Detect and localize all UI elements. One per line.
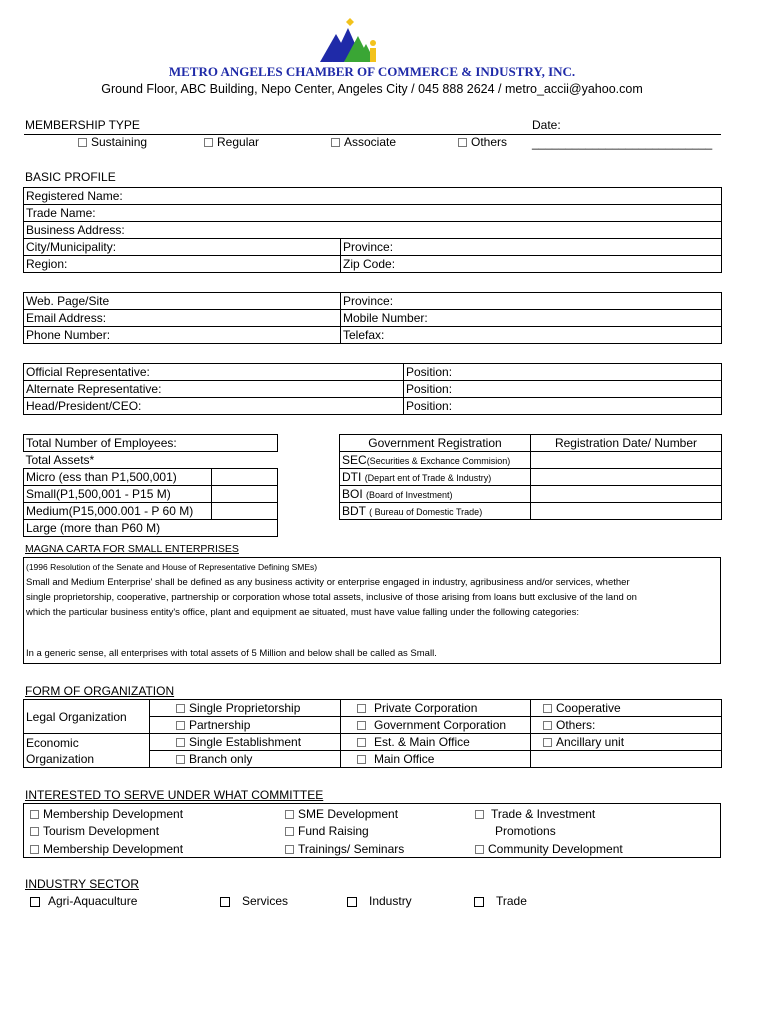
checkbox-icon[interactable] [475, 845, 484, 854]
zip-code-field[interactable]: Zip Code: [341, 256, 722, 273]
asset-medium-field[interactable] [212, 503, 278, 520]
checkbox-icon[interactable] [285, 827, 294, 836]
date-field[interactable]: ___________________________ [532, 136, 713, 150]
org-address: Ground Floor, ABC Building, Nepo Center, Angeles City / 045 888 2624 / metro_accii@yahoo.com [101, 82, 643, 96]
asset-small-field[interactable] [212, 486, 278, 503]
checkbox-icon[interactable] [458, 138, 467, 147]
option-label: Industry [369, 894, 412, 908]
asset-small-label: Small(P1,500,001 - P15 M) [24, 486, 212, 503]
head-position-field[interactable]: Position: [404, 398, 722, 415]
committee-label: INTERESTED TO SERVE UNDER WHAT COMMITTEE [25, 788, 324, 802]
committee-membership-development-2[interactable] [30, 842, 183, 856]
committee-trainings-seminars[interactable] [285, 842, 404, 856]
option-label: Membership Development [43, 842, 184, 856]
option-label: Tourism Development [43, 824, 160, 838]
date-label: Date: [532, 118, 561, 132]
org-option-est-main-office[interactable] [341, 734, 531, 751]
industry-option-agri-aquaculture[interactable] [30, 894, 137, 908]
checkbox-icon[interactable] [176, 721, 185, 730]
checkbox-icon[interactable] [78, 138, 87, 147]
checkbox-icon[interactable] [30, 845, 39, 854]
checkbox-icon[interactable] [357, 738, 366, 747]
asset-micro-label: Micro (ess than P1,500,001) [24, 469, 212, 486]
contact-province-field[interactable]: Province: [341, 293, 722, 310]
membership-option-associate[interactable] [331, 135, 396, 149]
alternate-position-field[interactable]: Position: [404, 381, 722, 398]
committee-trade-investment[interactable] [475, 807, 595, 821]
bdt-desc: ( Bureau of Domestic Trade) [369, 507, 483, 517]
contact-table [23, 292, 722, 344]
option-label: Sustaining [91, 135, 148, 149]
checkbox-icon[interactable] [357, 704, 366, 713]
membership-type-label: MEMBERSHIP TYPE [25, 118, 140, 132]
web-page-field[interactable]: Web. Page/Site [24, 293, 341, 310]
official-representative-field[interactable]: Official Representative: [24, 364, 404, 381]
representatives-table [23, 363, 722, 415]
total-employees-field[interactable]: Total Number of Employees: [24, 435, 278, 452]
checkbox-icon[interactable] [331, 138, 340, 147]
option-label: Main Office [374, 752, 435, 766]
head-president-field[interactable]: Head/President/CEO: [24, 398, 404, 415]
org-option-cooperative[interactable] [531, 700, 722, 717]
checkbox-icon[interactable] [357, 755, 366, 764]
checkbox-icon[interactable] [176, 738, 185, 747]
committee-membership-development[interactable] [30, 807, 183, 821]
option-label: Trainings/ Seminars [298, 842, 405, 856]
bdt-number-field[interactable] [531, 503, 722, 520]
option-label: Est. & Main Office [374, 735, 470, 749]
magna-carta-line-4: which the particular business entity's office, plant and equipment ae situated, must have value falling under the following categories: [26, 607, 579, 618]
option-label: Cooperative [556, 701, 621, 715]
industry-option-services[interactable] [220, 894, 288, 908]
org-option-single-proprietorship[interactable] [150, 700, 341, 717]
checkbox-icon[interactable] [357, 721, 366, 730]
option-label: SME Development [298, 807, 399, 821]
committee-promotions-label: Promotions [495, 824, 556, 838]
checkbox-icon[interactable] [176, 755, 185, 764]
org-option-branch-only[interactable] [150, 751, 341, 768]
asset-large-label: Large (more than P60 M) [24, 520, 278, 537]
checkbox-icon[interactable] [285, 810, 294, 819]
form-of-org-table [23, 699, 722, 768]
checkbox-icon[interactable] [475, 810, 484, 819]
chamber-logo-icon [318, 18, 384, 64]
magna-carta-line-2: Small and Medium Enterprise' shall be defined as any business activity or enterprise engaged in industry, agribusiness and/or services, whether [26, 577, 630, 588]
option-label: Associate [344, 135, 397, 149]
org-option-partnership[interactable] [150, 717, 341, 734]
committee-box [23, 803, 721, 858]
province-field[interactable]: Province: [341, 239, 722, 256]
boi-number-field[interactable] [531, 486, 722, 503]
trade-name-field[interactable]: Trade Name: [24, 205, 722, 222]
checkbox-icon[interactable] [543, 704, 552, 713]
option-label: Branch only [189, 752, 253, 766]
checkbox-icon[interactable] [474, 897, 484, 907]
dti-abbr: DTI [342, 470, 362, 484]
dti-number-field[interactable] [531, 469, 722, 486]
checkbox-icon[interactable] [204, 138, 213, 147]
option-label: Services [242, 894, 289, 908]
org-name: METRO ANGELES CHAMBER OF COMMERCE & INDUSTRY, INC. [168, 64, 576, 79]
economic-label: Economic [26, 735, 79, 750]
option-label: Single Establishment [189, 735, 302, 749]
checkbox-icon[interactable] [543, 721, 552, 730]
total-assets-label: Total Assets* [25, 453, 95, 467]
boi-desc: (Board of Investment) [366, 490, 453, 500]
employees-table [23, 434, 278, 537]
economic-organization-label [24, 734, 150, 768]
dti-desc: (Depart ent of Trade & Industry) [364, 473, 492, 483]
industry-option-trade[interactable] [474, 894, 527, 908]
option-label: Trade & Investment [491, 807, 596, 821]
legal-organization-label: Legal Organization [24, 700, 150, 734]
email-field[interactable]: Email Address: [24, 310, 341, 327]
membership-option-others[interactable] [458, 135, 507, 149]
option-label: Community Development [488, 842, 623, 856]
org-option-private-corporation[interactable] [341, 700, 531, 717]
membership-option-sustaining[interactable] [78, 135, 147, 149]
magna-carta-line-5: In a generic sense, all enterprises with total assets of 5 Million and below shall be called as Small. [26, 648, 437, 659]
option-label: Government Corporation [374, 718, 507, 732]
asset-micro-field[interactable] [212, 469, 278, 486]
org-empty-cell [531, 751, 722, 768]
gov-registration-table [339, 434, 722, 520]
dti-label [340, 469, 531, 486]
bdt-label [340, 503, 531, 520]
option-label: Ancillary unit [556, 735, 625, 749]
organization-label: Organization [26, 751, 95, 766]
option-label: Membership Development [43, 807, 184, 821]
magna-carta-label: MAGNA CARTA FOR SMALL ENTERPRISES [25, 543, 239, 555]
option-label: Trade [496, 894, 527, 908]
phone-field[interactable]: Phone Number: [24, 327, 341, 344]
alternate-representative-field[interactable]: Alternate Representative: [24, 381, 404, 398]
city-field[interactable]: City/Municipality: [24, 239, 341, 256]
committee-community-development[interactable] [475, 842, 623, 856]
org-option-government-corporation[interactable] [341, 717, 531, 734]
magna-carta-line-1: (1996 Resolution of the Senate and House of Representative Defining SMEs) [26, 562, 318, 572]
checkbox-icon[interactable] [347, 897, 357, 907]
asset-medium-label: Medium(P15,000.001 - P 60 M) [24, 503, 212, 520]
org-option-main-office[interactable] [341, 751, 531, 768]
committee-tourism-development[interactable] [30, 824, 159, 838]
sec-label [340, 452, 531, 469]
checkbox-icon[interactable] [543, 738, 552, 747]
checkbox-icon[interactable] [30, 810, 39, 819]
official-position-field[interactable]: Position: [404, 364, 722, 381]
region-field[interactable]: Region: [24, 256, 341, 273]
magna-carta-line-3: single proprietorship, cooperative, partnership or corporation whose total assets, inclusive of those arising from loans butt exclusive of the land on [26, 592, 637, 603]
gov-registration-header: Government Registration [340, 435, 531, 452]
telefax-field[interactable]: Telefax: [341, 327, 722, 344]
bdt-abbr: BDT [342, 504, 366, 518]
checkbox-icon[interactable] [176, 704, 185, 713]
org-option-others[interactable] [531, 717, 722, 734]
registered-name-field[interactable]: Registered Name: [24, 188, 722, 205]
registration-number-header: Registration Date/ Number [531, 435, 722, 452]
basic-profile-label: BASIC PROFILE [25, 170, 116, 184]
sec-abbr: SEC [342, 453, 367, 467]
membership-option-regular[interactable] [204, 135, 259, 149]
option-label: Regular [217, 135, 260, 149]
option-label: Others [471, 135, 508, 149]
business-address-field[interactable]: Business Address: [24, 222, 722, 239]
industry-option-industry[interactable] [347, 894, 412, 908]
form-of-org-label: FORM OF ORGANIZATION [25, 684, 175, 698]
option-label: Agri-Aquaculture [48, 894, 138, 908]
option-label: Others: [556, 718, 596, 732]
checkbox-icon[interactable] [30, 827, 39, 836]
sec-desc: (Securities & Exchance Commision) [366, 456, 511, 466]
sec-number-field[interactable] [531, 452, 722, 469]
checkbox-icon[interactable] [220, 897, 230, 907]
option-label: Single Proprietorship [189, 701, 301, 715]
committee-fund-raising[interactable] [285, 824, 369, 838]
mobile-field[interactable]: Mobile Number: [341, 310, 722, 327]
magna-carta-box [23, 557, 721, 664]
checkbox-icon[interactable] [30, 897, 40, 907]
boi-label [340, 486, 531, 503]
option-label: Private Corporation [374, 701, 478, 715]
committee-sme-development[interactable] [285, 807, 398, 821]
option-label: Partnership [189, 718, 251, 732]
industry-sector-label: INDUSTRY SECTOR [25, 877, 140, 891]
org-option-single-establishment[interactable] [150, 734, 341, 751]
basic-profile-table [23, 187, 722, 273]
option-label: Fund Raising [298, 824, 369, 838]
org-option-ancillary-unit[interactable] [531, 734, 722, 751]
boi-abbr: BOI [342, 487, 363, 501]
checkbox-icon[interactable] [285, 845, 294, 854]
